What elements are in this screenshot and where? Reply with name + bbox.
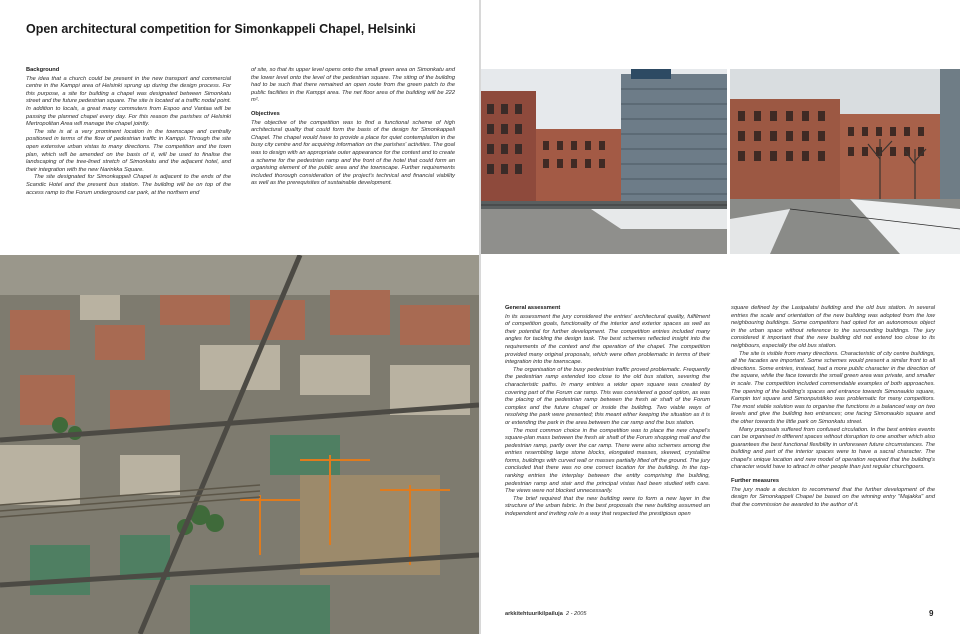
further-measures-column xyxy=(731,305,935,509)
background-column xyxy=(26,67,231,197)
general-paragraph: The brief required that the new building were to form a new layer in the structure of the urban fabric. In the best proposals the new building assumed an independent and inviting role in a way that respected the prestigious open xyxy=(505,495,710,518)
objectives-paragraph: The objective of the competition was to find a functional scheme of high architectural quality that could form the basis of the design for Simonkappeli Chapel. The chapel would have to provide a place for quiet contemplation in the busy city centre and for acquiring information on the parishes' activities. The goal was to design with an appropriate outer appearance for the context and to create a scheme for the pedestrian ramp and the front of the hotel that could form an organising element of the public area and the townscape. Further requirements included thorough consideration of the project's technical and financial viability as well as the prerequisites of sustainable development. xyxy=(251,119,455,187)
page-title: Open architectural competition for Simonkappeli Chapel, Helsinki xyxy=(26,22,416,36)
street-photo-right xyxy=(730,69,960,254)
general-paragraph: The most common choice in the competition was to place the new chapel's square-plan mass between the fresh air shaft of the Forum shopping mall and the pedestrian ramp, partly over the car ramp. There were also schemes among the entries resembling large stone blocks, elongated masses, skewed, crystalline forms, buildings with curved wall or masses partially lifted off the ground. The jury concluded that there was no one correct location for the building. In the top-ranking entries the interplay between the entity comprising the building, pedestrian ramp and stair and the principal vistas had been studied with care. The views were not blocked unnecessarily. xyxy=(505,427,710,495)
general-assessment-column xyxy=(505,305,710,519)
page-footer xyxy=(505,611,586,617)
aerial-photo-image xyxy=(0,255,479,634)
footer-magazine-name: arkkitehtuurikilpailuja xyxy=(505,611,563,617)
general-paragraph: The organisation of the busy pedestrian traffic proved problematic. Frequently the pedestrian ramp extended too close to the old bus station, severing the characteristic paths. In many entries a wider open square was created by covering part of the Forum car ramp. This was considered a good option, as was the placing of the pedestrian ramp between the fresh air shaft of the Forum complex and the future chapel or inside the building. Two viable ways of resolving the park were presented; this meant either keeping the situation as it is or extending the park in the area between the car ramp and the bus station. xyxy=(505,366,710,426)
background-paragraph: The idea that a church could be present in the new transport and commercial centre in the Kamppi area of Helsinki sprung up during the design process. For this purpose, a site for building a chapel was designated between Simonkatu street and the future pedestrian square. The site is located at a traffic nodal point. In addition to locals, a great many commuters from Espoo and Vantaa will be passing the planned chapel every day. For this reason the parishes of Helsinki Mertropolitan Area will manage the chapel jointly. xyxy=(26,75,231,128)
street-photo-left xyxy=(481,69,727,254)
objectives-heading: Objectives xyxy=(251,110,280,117)
background-paragraph: The site designated for Simonkappeli Chapel is adjacent to the ends of the Scandic Hotel and the present bus station. The building will be on top of the access ramp to the Forum underground car park, at the northern end xyxy=(26,174,231,196)
street-photo-left-image xyxy=(481,69,727,254)
continued-paragraph: The site is visible from many directions. Characteristic of city centre buildings, all the facades are important. Some schemes would present a similar front to all directions. Some entries, instead, had a more public character in the direction of the square, while the face towards the small green area was private, and smaller in scale. The competition included commendable examples of both approaches. The opening of the building's spaces and entrance towards Simonaukio square, Kampin tori square and Simonpuistikko was problematic for many competitors. The most viable solution was to organise the functions in a balanced way on two levels and give the building two entrances; one facing Simonaukio square and the other towards the little park on Simonkatu street. xyxy=(731,350,935,425)
further-measures-paragraph: The jury made a decision to recommend that the further development of the design for Simonkappeli Chapel be based on the winning entry "Majakka" and that the commission be awarded to the author of it. xyxy=(731,486,935,508)
street-photo-right-image xyxy=(730,69,960,254)
aerial-photo xyxy=(0,255,479,634)
further-measures-heading: Further measures xyxy=(731,478,780,485)
continued-paragraph: Many proposals suffered from confused circulation. In the best entries events can be organised in different spaces without disruption to one another which also guarantees the best functional flexibility in unforeseen future circumstances. The building and part of the interior spaces were to have a sacral character. The chapel's unique location and new model of operation required that the building's character would have to attract in other people than just regular churchgoers. xyxy=(731,426,935,471)
background-paragraph: The site is at a very prominent location in the townscape and centrally positioned in terms of the flow of pedestrian traffic in Kamppi. Through the site open extensive urban vistas to many directions. The competition and the town plan, which will be amended on the basis of it, will be used to finalise the landscaping of the tree-lined stretch of Simonkatu and the adjacent hotel, and their integration with the new Narinkka Square. xyxy=(26,128,231,173)
continued-paragraph: square defined by the Lasipalatsi building and the old bus station. In several entries the scale and orientation of the new building was adopted from the low neighbouring buildings. Some competitors had opted for an autonomous object in the urban space without reference to the surrounding buildings. The jury considered it important that the new building did not extend too close to its neighbours, especially the old bus station. xyxy=(731,305,935,349)
general-paragraph: In its assessment the jury considered the entries' architectural quality, fulfilment of competition goals, functionality of the interior and exterior spaces as well as their potential for further development. The competition entries included many angles for tackling the design task. The best schemes reflected insight into the requirements of the context and the operation of the chapel. The competition provided many original proposals, which were often problematic in terms of their integration into the townscape. xyxy=(505,313,710,366)
footer-issue: 2 - 2005 xyxy=(565,611,587,617)
continued-paragraph: of site, so that its upper level opens onto the small green area on Simonkatu and the lower level onto the level of the pedestrian square. The siting of the building had to be such that there remained an open route from the green patch to the public facilities in the Kamppi area. The net floor area of the building will be 222 m². xyxy=(251,67,455,104)
objectives-column xyxy=(251,67,455,188)
page-number: 9 xyxy=(929,609,934,618)
general-assessment-heading: General assessment xyxy=(505,305,561,311)
background-heading: Background xyxy=(26,67,60,73)
